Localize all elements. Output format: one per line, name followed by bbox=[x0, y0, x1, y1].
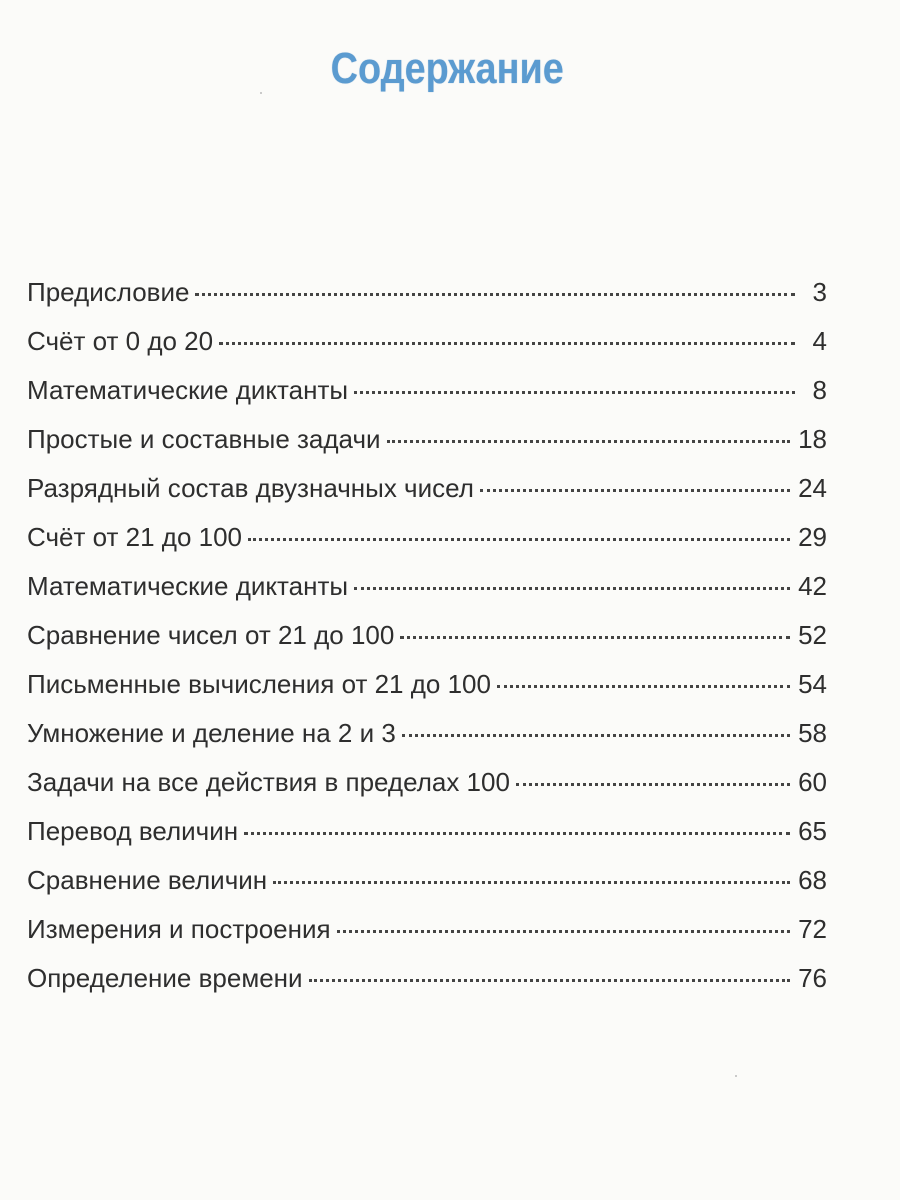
table-of-contents bbox=[27, 277, 827, 1012]
toc-entry-label: Измерения и построения bbox=[27, 914, 331, 944]
toc-dot-leader bbox=[195, 293, 795, 296]
toc-entry-label: Определение времени bbox=[27, 963, 303, 993]
toc-entry bbox=[27, 620, 827, 669]
toc-page-number: 54 bbox=[798, 669, 827, 699]
paper-speck bbox=[260, 92, 262, 94]
toc-entry bbox=[27, 522, 827, 571]
toc-entry bbox=[27, 963, 827, 1012]
toc-entry-label: Простые и составные задачи bbox=[27, 424, 381, 454]
toc-page-number: 68 bbox=[798, 865, 827, 895]
toc-entry-label: Предисловие bbox=[27, 277, 190, 307]
toc-entry bbox=[27, 424, 827, 473]
toc-page-number: 24 bbox=[798, 473, 827, 503]
toc-dot-leader bbox=[402, 734, 790, 737]
toc-entry-label: Перевод величин bbox=[27, 816, 239, 846]
toc-page-number: 8 bbox=[812, 375, 827, 405]
toc-page-number: 18 bbox=[798, 424, 827, 454]
toc-entry-label: Умножение и деление на 2 и 3 bbox=[27, 718, 396, 748]
toc-dot-leader bbox=[354, 391, 795, 394]
toc-entry bbox=[27, 816, 827, 865]
toc-entry-label: Математические диктанты bbox=[27, 375, 349, 405]
toc-entry-label: Письменные вычисления от 21 до 100 bbox=[27, 669, 491, 699]
toc-entry bbox=[27, 375, 827, 424]
toc-entry-label: Сравнение величин bbox=[27, 865, 268, 895]
toc-page-number: 72 bbox=[798, 914, 827, 944]
toc-dot-leader bbox=[354, 587, 790, 590]
toc-page-number: 52 bbox=[798, 620, 827, 650]
toc-page-number: 3 bbox=[812, 277, 827, 307]
toc-entry bbox=[27, 326, 827, 375]
toc-dot-leader bbox=[387, 440, 791, 443]
toc-entry bbox=[27, 571, 827, 620]
page-title: Содержание bbox=[330, 44, 564, 93]
toc-page-number: 76 bbox=[798, 963, 827, 993]
toc-dot-leader bbox=[480, 489, 790, 492]
toc-page-number: 29 bbox=[798, 522, 827, 552]
toc-page-number: 42 bbox=[798, 571, 827, 601]
toc-entry-label: Разрядный состав двузначных чисел bbox=[27, 473, 474, 503]
toc-dot-leader bbox=[337, 930, 790, 933]
toc-entry-label: Задачи на все действия в пределах 100 bbox=[27, 767, 510, 797]
toc-page-number: 60 bbox=[798, 767, 827, 797]
toc-page-number: 65 bbox=[798, 816, 827, 846]
toc-dot-leader bbox=[244, 832, 790, 835]
toc-entry-label: Сравнение чисел от 21 до 100 bbox=[27, 620, 395, 650]
toc-entry-label: Математические диктанты bbox=[27, 571, 349, 601]
toc-entry bbox=[27, 473, 827, 522]
toc-entry bbox=[27, 277, 827, 326]
toc-dot-leader bbox=[219, 342, 795, 345]
toc-dot-leader bbox=[497, 685, 790, 688]
toc-dot-leader bbox=[400, 636, 790, 639]
toc-entry bbox=[27, 669, 827, 718]
toc-dot-leader bbox=[248, 538, 790, 541]
toc-page-number: 58 bbox=[798, 718, 827, 748]
toc-entry-label: Счёт от 0 до 20 bbox=[27, 326, 214, 356]
toc-entry bbox=[27, 914, 827, 963]
toc-dot-leader bbox=[273, 881, 790, 884]
toc-page-number: 4 bbox=[812, 326, 827, 356]
toc-entry bbox=[27, 718, 827, 767]
toc-dot-leader bbox=[309, 979, 791, 982]
toc-entry-label: Счёт от 21 до 100 bbox=[27, 522, 243, 552]
toc-entry bbox=[27, 767, 827, 816]
paper-speck bbox=[735, 1075, 737, 1077]
toc-dot-leader bbox=[516, 783, 790, 786]
toc-entry bbox=[27, 865, 827, 914]
